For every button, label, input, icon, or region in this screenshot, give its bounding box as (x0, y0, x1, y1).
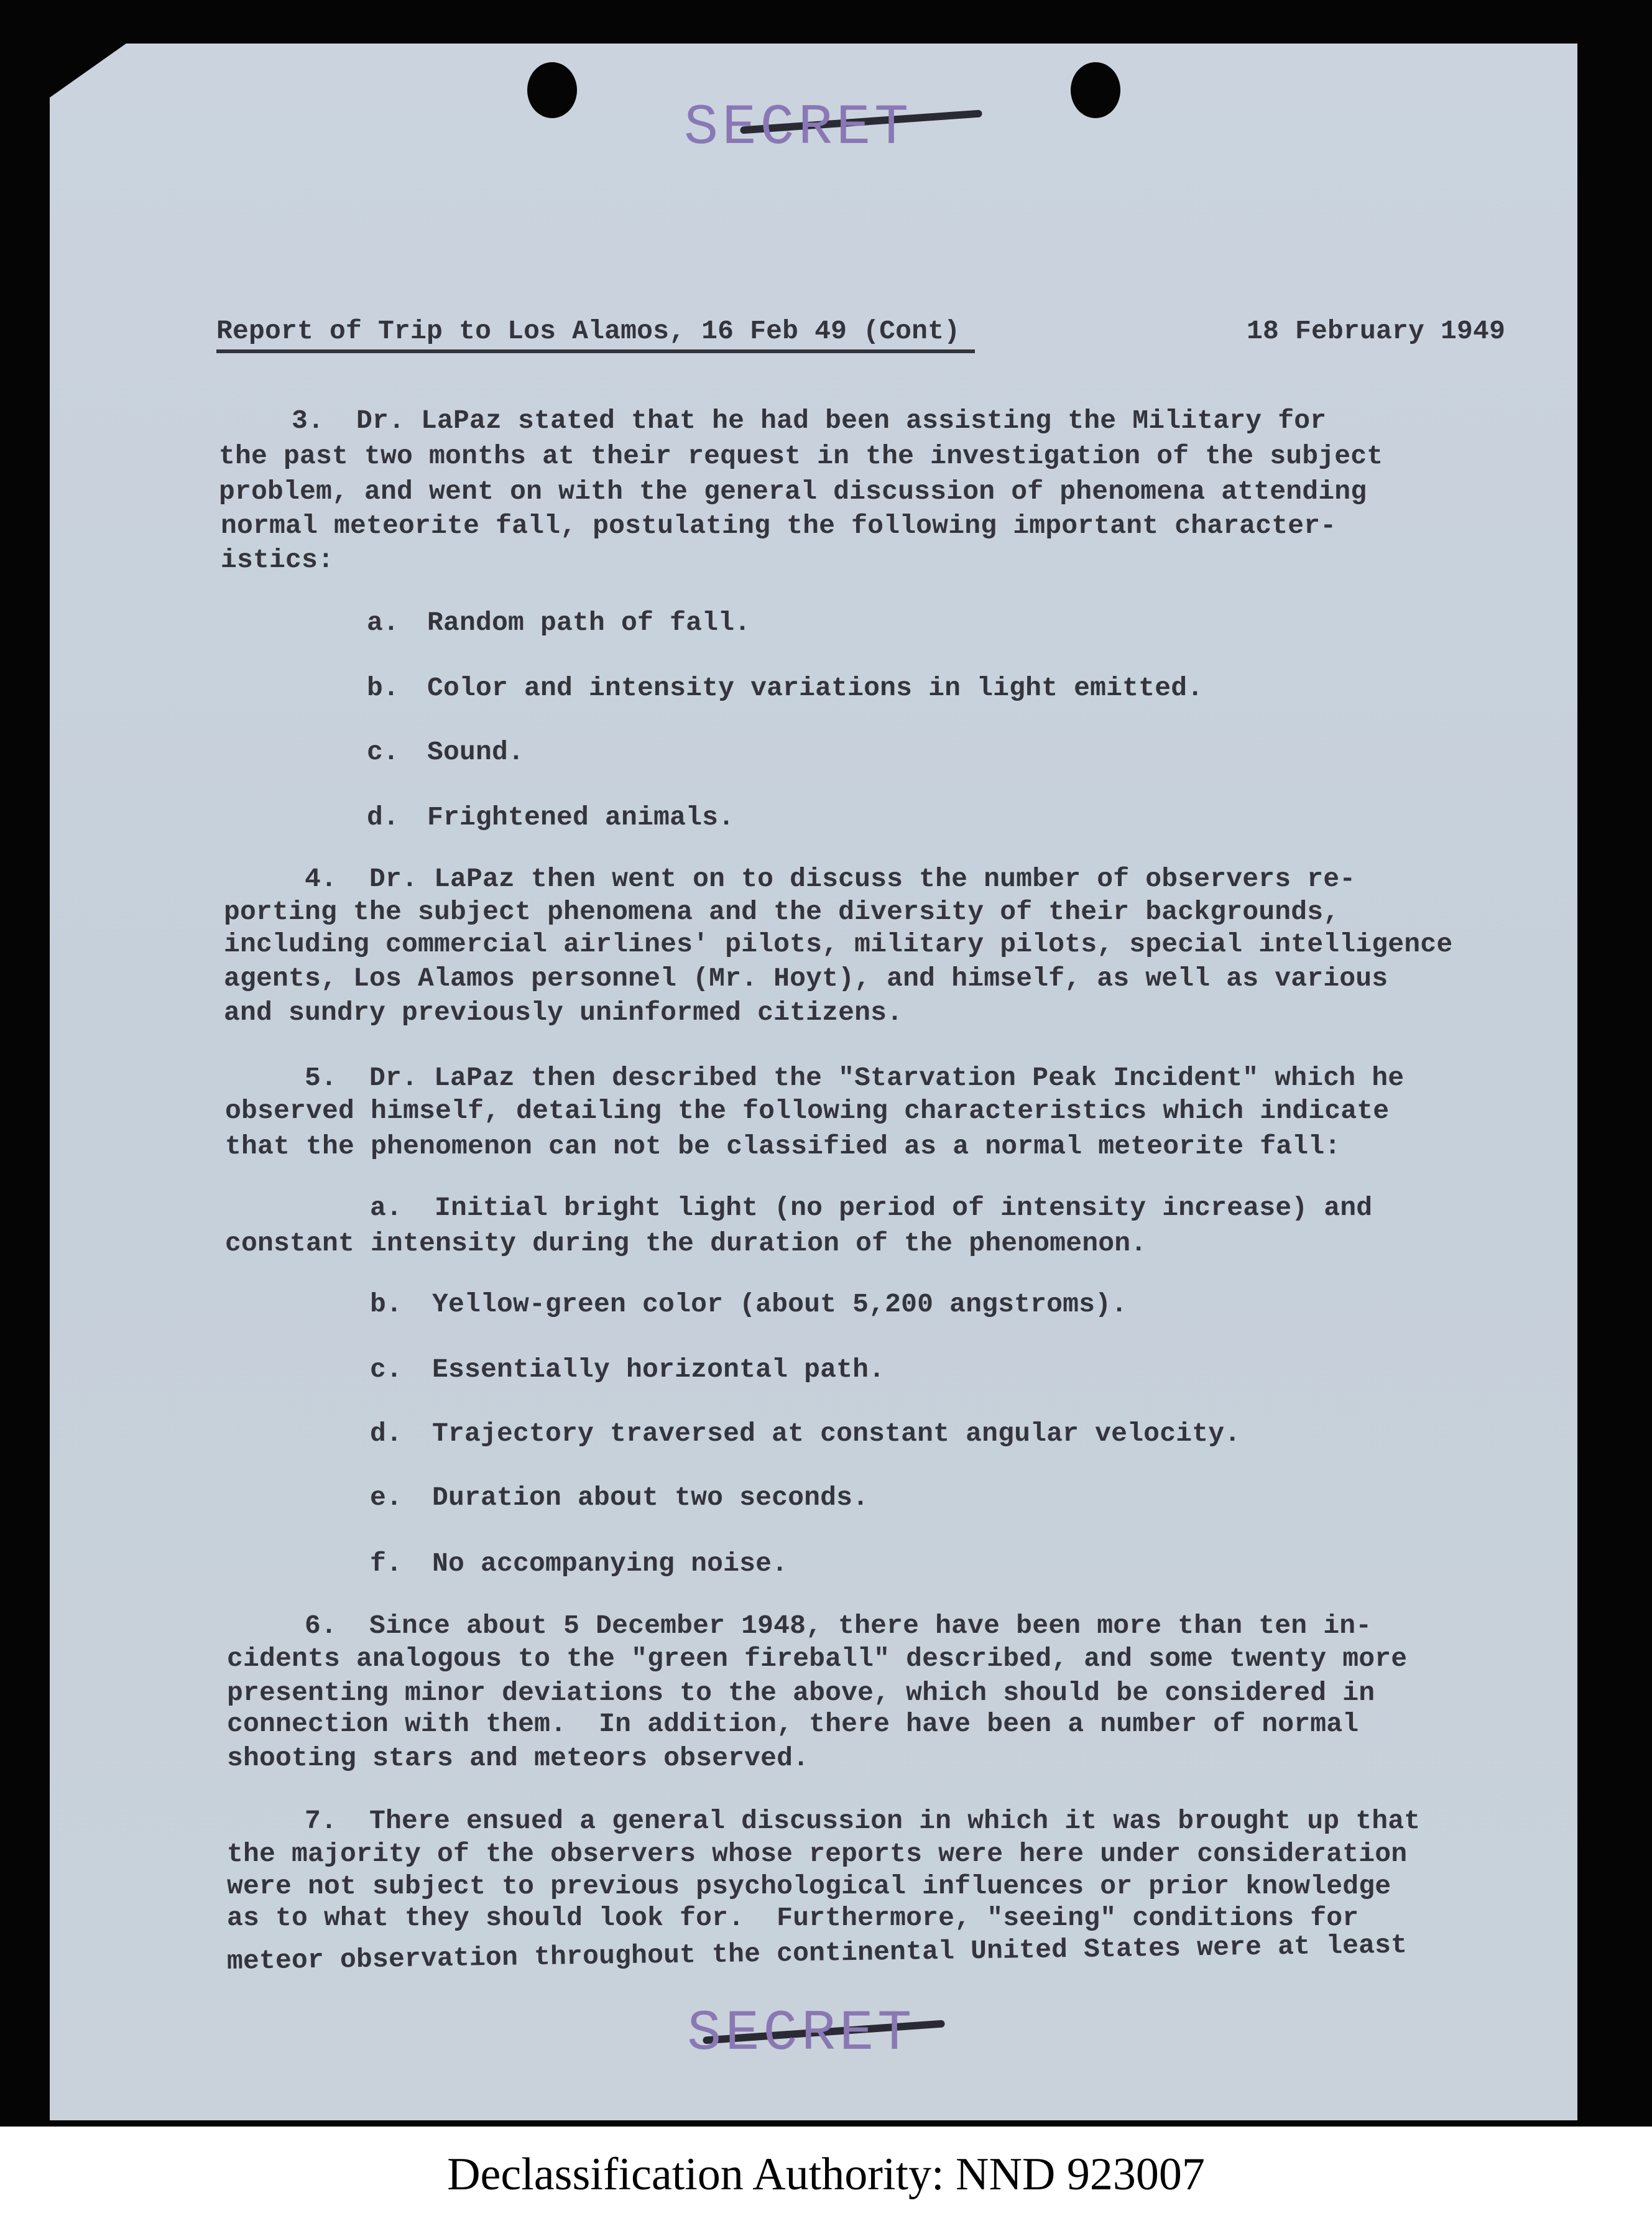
text-line: problem, and went on with the general discussion of phenomena attending (219, 476, 1367, 507)
text-line: 5. Dr. LaPaz then described the "Starvation Peak Incident" which he (305, 1063, 1405, 1093)
list-label: b. (367, 673, 400, 703)
text-line: istics: (221, 545, 335, 575)
document-date: 18 February 1949 (1247, 316, 1506, 346)
list-label: f. (370, 1548, 403, 1579)
list-item: Trajectory traversed at constant angular velocity. (432, 1418, 1241, 1449)
title-underline (216, 349, 975, 353)
list-item: Color and intensity variations in light emitted. (427, 673, 1204, 703)
list-item: Frightened animals. (427, 802, 735, 833)
list-item: Duration about two seconds. (432, 1482, 869, 1513)
secret-stamp-bottom: SECRET (687, 2001, 916, 2066)
secret-stamp-top: SECRET (684, 95, 913, 160)
list-label: b. (370, 1289, 403, 1319)
list-label: d. (367, 802, 400, 833)
text-line: 3. Dr. LaPaz stated that he had been assisting the Military for (292, 405, 1327, 436)
list-item: Sound. (427, 737, 525, 767)
list-item: constant intensity during the duration of the phenomenon. (225, 1228, 1147, 1259)
list-item: No accompanying noise. (432, 1548, 788, 1579)
text-line: 4. Dr. LaPaz then went on to discuss the number of observers re- (305, 864, 1356, 894)
text-line: as to what they should look for. Furthermore, "seeing" conditions for (227, 1903, 1359, 1933)
text-line: 7. There ensued a general discussion in which it was brought up that (305, 1806, 1421, 1836)
text-line: meteor observation throughout the continental United States were at least (226, 1929, 1408, 1977)
text-line: porting the subject phenomena and the diversity of their backgrounds, (224, 897, 1340, 927)
text-line: 6. Since about 5 December 1948, there have been more than ten in- (305, 1610, 1372, 1641)
list-item: Random path of fall. (427, 607, 751, 638)
text-line: presenting minor deviations to the above, which should be considered in (227, 1678, 1375, 1708)
text-line: cidents analogous to the "green fireball" described, and some twenty more (227, 1643, 1408, 1674)
list-label: c. (367, 737, 400, 767)
declassification-caption: Declassification Authority: NND 923007 (447, 2149, 1205, 2200)
text-line: the past two months at their request in the investigation of the subject (219, 441, 1383, 471)
text-line: the majority of the observers whose reports were here under consideration (227, 1839, 1408, 1869)
list-item: a. Initial bright light (no period of intensity increase) and (370, 1193, 1373, 1223)
punch-hole (527, 62, 577, 118)
text-line: connection with them. In addition, there have been a number of normal (227, 1709, 1359, 1739)
text-line: were not subject to previous psychological influences or prior knowledge (227, 1871, 1391, 1901)
text-line: including commercial airlines' pilots, military pilots, special intelligence (224, 929, 1453, 959)
list-label: e. (370, 1482, 403, 1513)
punch-hole (1071, 62, 1120, 118)
text-line: shooting stars and meteors observed. (227, 1743, 810, 1773)
text-line: agents, Los Alamos personnel (Mr. Hoyt), and himself, as well as various (224, 963, 1388, 994)
list-item: Yellow-green color (about 5,200 angstroms). (432, 1289, 1128, 1319)
text-line: normal meteorite fall, postulating the following important character- (221, 510, 1337, 541)
list-label: c. (370, 1354, 403, 1385)
text-line: observed himself, detailing the following characteristics which indicate (225, 1096, 1390, 1126)
list-label: d. (370, 1418, 403, 1449)
list-label: a. (367, 607, 400, 638)
text-line: that the phenomenon can not be classified as a normal meteorite fall: (225, 1131, 1341, 1162)
list-item: Essentially horizontal path. (432, 1354, 885, 1385)
document-title: Report of Trip to Los Alamos, 16 Feb 49 (Cont) (216, 316, 961, 346)
text-line: and sundry previously uninformed citizens. (224, 997, 903, 1028)
